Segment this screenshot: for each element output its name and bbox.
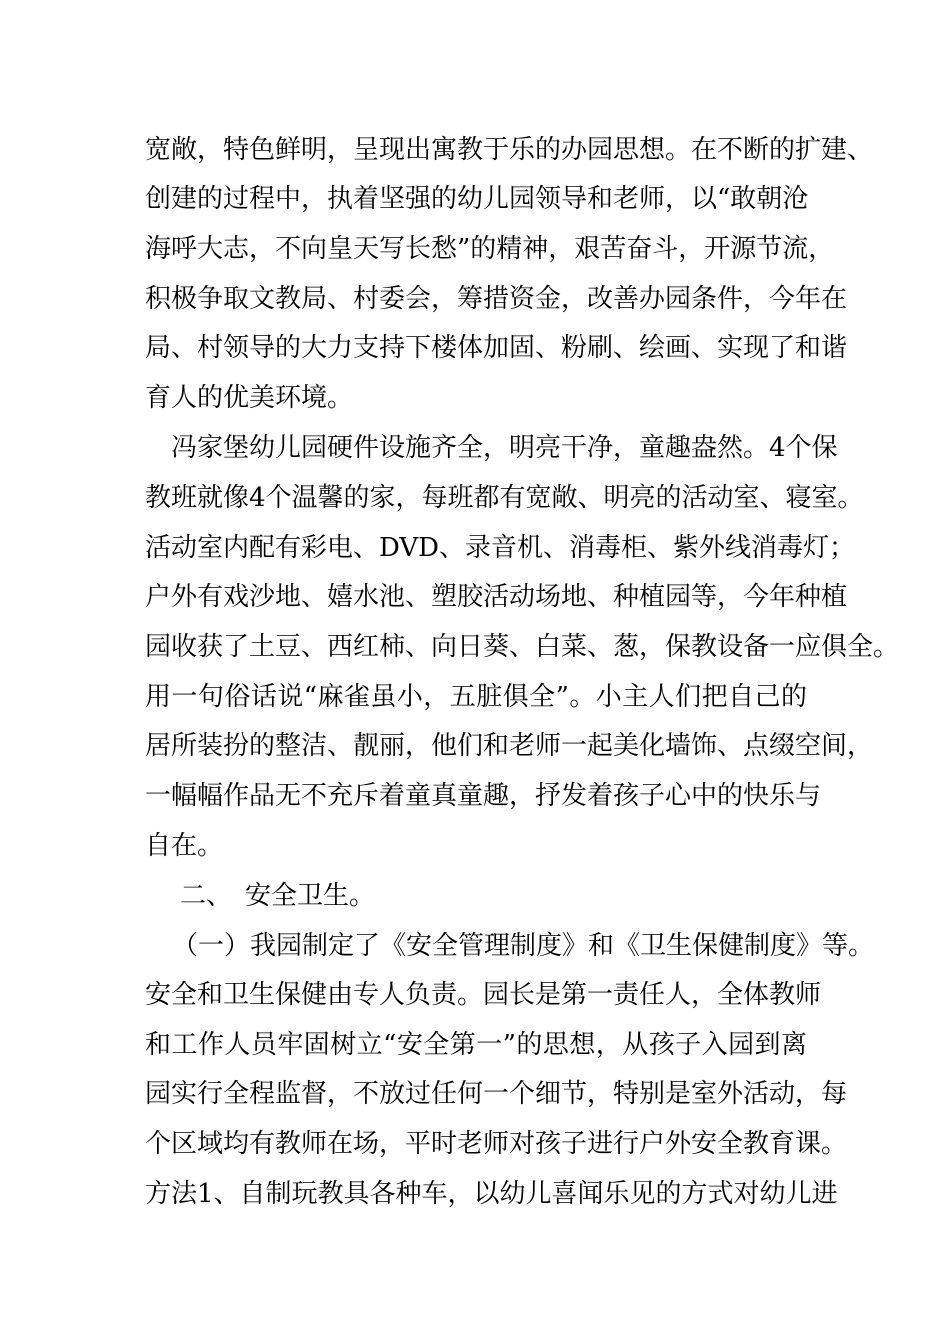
paragraph-line: 教班就像4个温馨的家，每班都有宽敞、明亮的活动室、寝室。 xyxy=(145,483,864,513)
paragraph-line: 海呼大志，不向皇天写长愁”的精神，艰苦奋斗，开源节流， xyxy=(145,234,835,264)
section-heading: 二、 安全卫生。 xyxy=(180,881,376,911)
paragraph-line: 创建的过程中，执着坚强的幼儿园领导和老师，以“敢朝沧 xyxy=(145,184,809,214)
paragraph-line: 方法1、自制玩教具各种车，以幼儿喜闻乐见的方式对幼儿进 xyxy=(145,1179,838,1209)
paragraph-line: 冯家堡幼儿园硬件设施齐全，明亮干净，童趣盎然。4个保 xyxy=(171,433,838,463)
paragraph-line: 宽敞，特色鲜明，呈现出寓教于乐的办园思想。在不断的扩建、 xyxy=(145,135,874,165)
paragraph-line: 活动室内配有彩电、DVD、录音机、消毒柜、紫外线消毒灯； xyxy=(145,533,856,563)
paragraph-line: 和工作人员牢固树立“安全第一”的思想，从孩子入园到离 xyxy=(145,1030,807,1060)
paragraph-line: 积极争取文教局、村委会，筹措资金，改善办园条件，今年在 xyxy=(145,284,848,314)
paragraph-line: 园收获了土豆、西红柿、向日葵、白菜、葱，保教设备一应俱全。 xyxy=(145,632,900,662)
paragraph-line: 育人的优美环境。 xyxy=(145,383,354,413)
paragraph-line: 用一句俗话说“麻雀虽小，五脏俱全”。小主人们把自己的 xyxy=(145,682,807,712)
paragraph-line: 一幅幅作品无不充斥着童真童趣，抒发着孩子心中的快乐与 xyxy=(145,781,822,811)
paragraph-line: 个区域均有教师在场，平时老师对孩子进行户外安全教育课。 xyxy=(145,1129,848,1159)
paragraph-line: 局、村领导的大力支持下楼体加固、粉刷、绘画、实现了和谐 xyxy=(145,333,848,363)
paragraph-line: 居所装扮的整洁、靓丽，他们和老师一起美化墙饰、点缀空间， xyxy=(145,731,874,761)
paragraph-line: 户外有戏沙地、嬉水池、塑胶活动场地、种植园等，今年种植 xyxy=(145,582,848,612)
paragraph-line: 自在。 xyxy=(145,831,224,861)
paragraph-line: 安全和卫生保健由专人负责。园长是第一责任人，全体教师 xyxy=(145,980,822,1010)
paragraph-line: （一）我园制定了《安全管理制度》和《卫生保健制度》等。 xyxy=(172,931,875,961)
paragraph-line: 园实行全程监督，不放过任何一个细节，特别是室外活动，每 xyxy=(145,1079,848,1109)
